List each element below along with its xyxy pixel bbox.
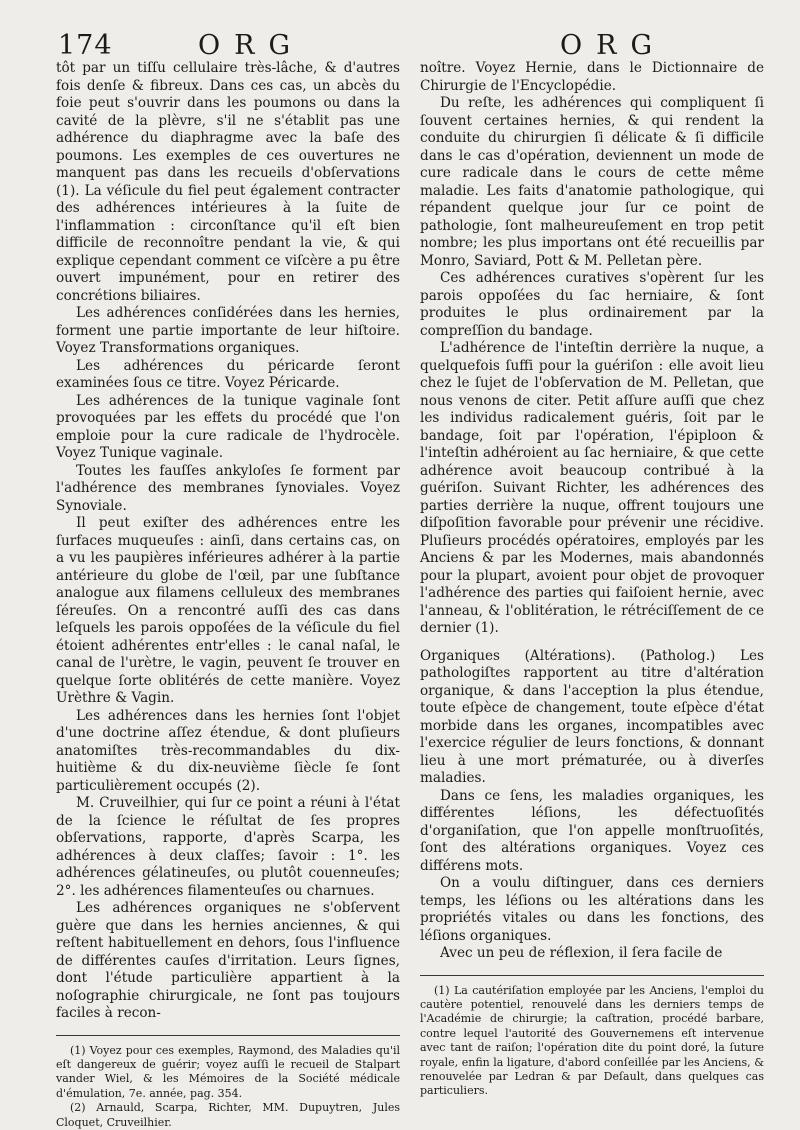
- left-column: [56, 60, 400, 1130]
- paragraph: Les adhérences conſidérées dans les hernies, forment une partie importante de leur hiſtoire. Voyez Transformations organiques.: [56, 305, 400, 356]
- footnote-rule: [420, 975, 764, 976]
- running-head-right: ORG: [560, 30, 667, 61]
- paragraph: Dans ce ſens, les maladies organiques, les différentes léſions, les défectuoſités d'organiſation, que l'on appelle monſtruoſités, ſont des altérations organiques. Voyez ces différens mots.: [420, 787, 764, 874]
- paragraph: Avec un peu de réflexion, il ſera facile de: [440, 945, 723, 961]
- paragraph: Les adhérences organiques ne s'obſervent guère que dans les hernies anciennes, & qui reſtent habituellement en dehors, ſous l'influence de différentes cauſes d'irritation. Leurs ſignes, dont l'étude particulière appartient à la noſographie chirurgicale, ne ſont pas toujours faciles à recon-: [56, 900, 400, 1021]
- paragraph: Ces adhérences curatives s'opèrent ſur les parois oppoſées du ſac herniaire, & ſont produites le plus ordinairement par la compreſſion du bandage.: [420, 270, 764, 339]
- footnote: (1) Voyez pour ces exemples, Raymond, des Maladies qu'il eſt dangereux de guérir; voyez auſſi le recueil de Stalpart vander Wiel, & les Mémoires de la Société médicale d'émulation, 7e. année, pag. 354.: [56, 1043, 400, 1100]
- left-footnotes: [56, 1044, 400, 1130]
- paragraph: Du reſte, les adhérences qui compliquent ſi ſouvent certaines hernies, & qui rendent la conduite du chirurgien ſi délicate & ſi difficile dans le cas d'opération, deviennent un mode de cure radicale dans le cours de cette même maladie. Les faits d'anatomie pathologique, qui répandent quelque jour ſur ce point de pathologie, ſont malheureuſement en trop petit nombre; les plus importans ont été recueillis par Monro, Saviard, Pott & M. Pelletan père.: [420, 95, 764, 269]
- paragraph: M. Cruveilhier, qui ſur ce point a réuni à l'état de la ſcience le réſultat de ſes propres obſervations, rapporte, d'après Scarpa, les adhérences à deux claſſes; ſavoir : 1°. les adhérences gélatineuſes, ou plutôt couenneuſes; 2°. les adhérences filamenteuſes ou charnues.: [56, 795, 400, 899]
- paragraph: Toutes les fauſſes ankyloſes ſe forment par l'adhérence des membranes ſynoviales. Voyez Synoviale.: [56, 462, 400, 514]
- paragraph: noître. Voyez Hernie, dans le Dictionnaire de Chirurgie de l'Encyclopédie.: [420, 60, 764, 94]
- paragraph: Il peut exiſter des adhérences entre les ſurfaces muqueuſes : ainſi, dans certains cas, on a vu les paupières inférieures adhérer à la partie antérieure du globe de l'œil, par une ſubſtance analogue aux filamens celluleux des membranes ſéreuſes. On a rencontré auſſi des cas dans leſquels les parois oppoſées de la véſicule du fiel étoient adhérentes entr'elles : le canal naſal, le canal de l'urètre, le vagin, peuvent ſe trouver en quelque ſorte oblitérés de cette manière. Voyez Urèthre & Vagin.: [56, 515, 400, 706]
- paragraph: Les adhérences de la tunique vaginale ſont provoquées par les effets du procédé que l'on emploie pour la cure radicale de l'hydrocèle. Voyez Tunique vaginale.: [56, 392, 400, 461]
- paragraph: Les adhérences du péricarde ſeront examinées ſous ce titre. Voyez Péricarde.: [56, 357, 400, 391]
- paragraph: L'adhérence de l'inteſtin derrière la nuque, a quelquefois ſuffi pour la guériſon : elle avoit lieu chez le ſujet de l'obſervation de M. Pelletan, que nous venons de citer. Petit aſſure auſſi que chez les individus radicalement guéris, ſoit par le bandage, ſoit par l'opération, l'épiploon & l'inteſtin adhéroient au ſac herniaire, & que cette adhérence avoit beaucoup contribué à la guériſon. Suivant Richter, les adhérences des parties derrière la nuque, offrent toujours une diſpoſition favorable pour prévenir une récidive. Pluſieurs procédés opératoires, employés par les Anciens & par les Modernes, mais abandonnés pour la plupart, avoient pour objet de provoquer l'adhérence des parties qui faiſoient hernie, avec l'anneau, & l'oblitération, le rétréciſſement de ce dernier (1).: [420, 340, 764, 636]
- paragraph: tôt par un tiſſu cellulaire très-lâche, & d'autres fois denſe & fibreux. Dans ces cas, un abcès du foie peut s'ouvrir dans les poumons ou dans la cavité de la plèvre, s'il ne s'établit pas une adhérence du diaphragme avec la baſe des poumons. Les exemples de ces ouvertures ne manquent pas dans les recueils d'obſervations (1). La véſicule du fiel peut également contracter des adhérences intérieures à la ſuite de l'inflammation : circonſtance qu'il eſt bien difficile de reconnoître pendant la vie, & qui explique cependant comment ce viſcère a pu être ouvert impunément, pour en retirer des concrétions biliaires.: [56, 60, 400, 304]
- footnote: (2) Arnauld, Scarpa, Richter, MM. Dupuytren, Jules Cloquet, Cruveilhier.: [56, 1101, 400, 1129]
- right-column: [420, 60, 764, 1099]
- right-footnotes: [420, 984, 764, 1099]
- page-number: 174: [58, 30, 113, 61]
- paragraph: Les adhérences dans les hernies ſont l'objet d'une doctrine aſſez étendue, & dont pluſieurs anatomiſtes très-recommandables du dix-huitième & du dix-neuvième ſiècle ſe ſont particulièrement occupés (2).: [56, 707, 400, 794]
- paragraph: On a voulu diſtinguer, dans ces derniers temps, les léſions ou les altérations dans les propriétés vitales ou dans les fonctions, des léſions organiques.: [420, 875, 764, 944]
- footnote: (1) La cautériſation employée par les Anciens, l'emploi du cautère potentiel, renouvelé dans les derniers temps de l'Académie de chirurgie; la caſtration, procédé barbare, contre lequel l'autorité des Gouvernemens eſt intervenue avec tant de raiſon; l'opération dite du point doré, la ſuture royale, enfin la ligature, d'abord conſeillée par les Anciens, & renouvelée par Ledran & par Deſault, dans quelques cas particuliers.: [420, 983, 764, 1098]
- footnote-rule: [56, 1035, 400, 1036]
- entry-heading-paragraph: Organiques (Altérations). (Patholog.) Les pathologiſtes rapportent au titre d'altération organique, & dans l'acception la plus étendue, toute eſpèce de changement, toute eſpèce d'état morbide dans les organes, incompatibles avec l'exercice régulier de leurs fonctions, & donnant lieu à une mort prématurée, ou à diverſes maladies.: [420, 647, 764, 786]
- page-header: [0, 30, 800, 64]
- running-head-left: ORG: [198, 30, 305, 61]
